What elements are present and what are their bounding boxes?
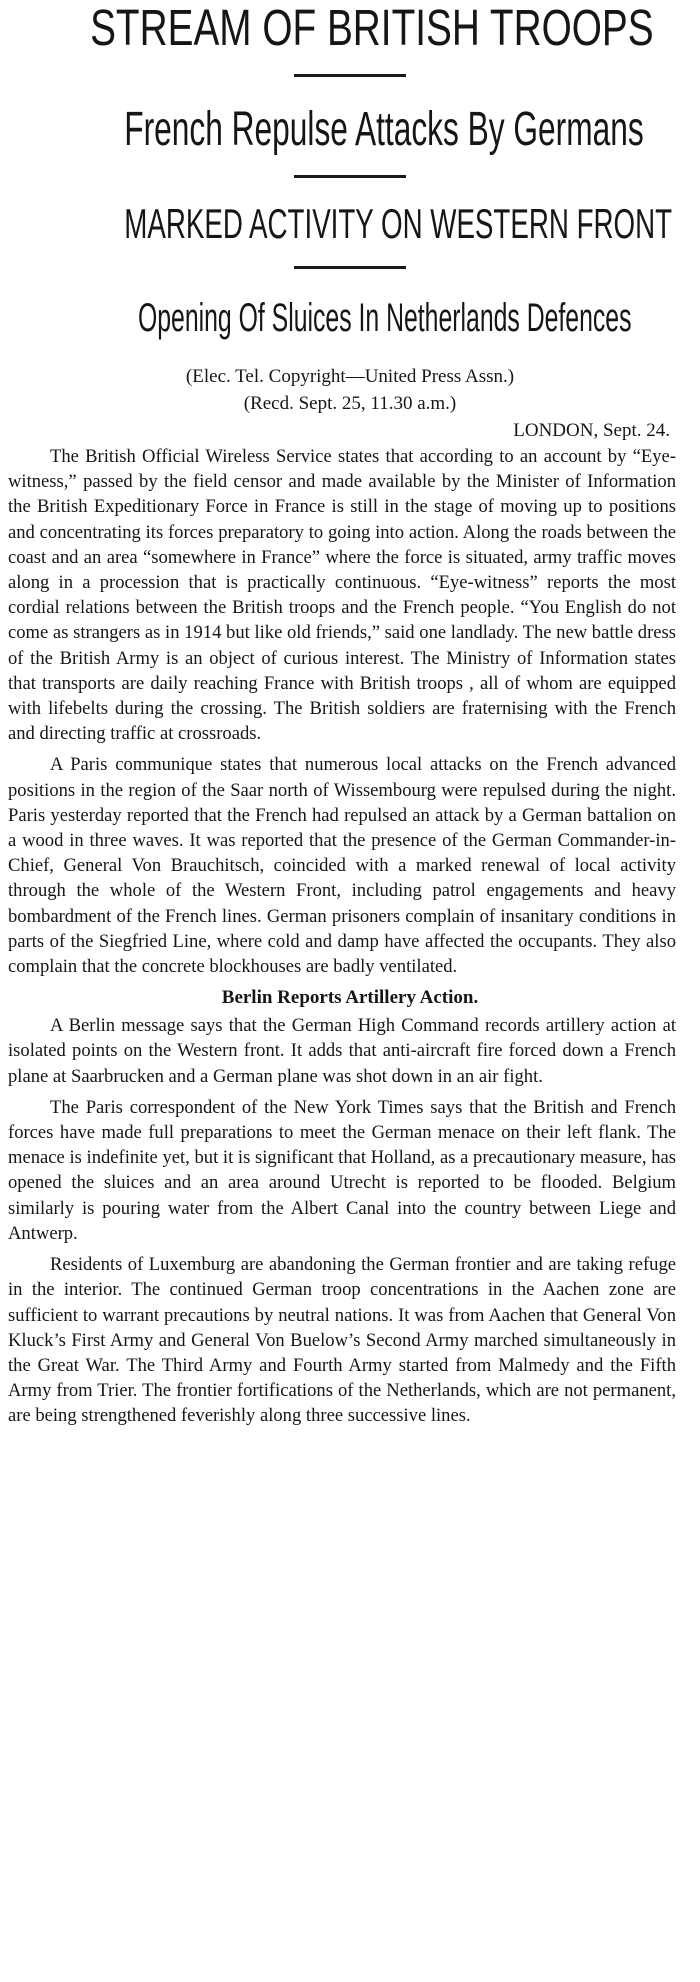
article-paragraph: The British Official Wireless Service states that according to an account by “Eye-witness,” passed by the field censor and made available by the Minister of Information the British Expeditionary Force in France is still in the stage of moving up to positions and concentrating its forces preparatory to going into action. Along the roads between the coast and an area “somewhere in France” where the force is situated, army traffic moves along in a procession that is practically continuous. “Eye-witness” reports the most cordial relations between the British troops and the French people. “You English do not come as strangers as in 1914 but like old friends,” said one landlady. The new battle dress of the British Army is an object of curious interest. The Ministry of Information states that transports are daily reaching France with British troops , all of whom are equipped with lifebelts during the crossing. The British soldiers are fraternising with the French and directing traffic at crossroads. — [8, 446, 676, 745]
fourth-headline: Opening Of Sluices In Netherlands Defences — [137, 296, 632, 340]
article-paragraph: The Paris correspondent of the New York Times says that the British and French forces have made full preparations to meet the German menace on their left flank. The menace is indefinite yet, but it is significant that Holland, as a precautionary measure, has opened the sluices and an area around Utrecht is reported to be flooded. Belgium similarly is pouring water from the Albert Canal into the country between Liege and Antwerp. — [8, 1096, 676, 1244]
second-headline: French Repulse Attacks By Germans — [124, 103, 644, 156]
headline-divider — [294, 175, 406, 178]
article-paragraph: A Paris communique states that numerous local attacks on the French advanced positions in the region of the Saar north of Wissembourg were repulsed during the night. Paris yesterday reported that the French had repulsed an attack by a German battalion on a wood in three waves. It was reported that the presence of the German Commander-in-Chief, General Von Brauchitsch, coincided with a marked renewal of local activity through the whole of the Western Front, including patrol engagements and heavy bombardment of the French lines. German prisoners complain of insanitary conditions in parts of the Siegfried Line, where cold and damp have affected the occupants. They also complain that the concrete blockhouses are badly ventilated. — [8, 754, 676, 978]
headline-divider — [294, 74, 406, 77]
third-headline: MARKED ACTIVITY ON WESTERN FRONT — [124, 200, 673, 247]
copyright-line: (Elec. Tel. Copyright—United Press Assn.) — [185, 366, 515, 387]
place-date-line: LONDON, Sept. 24. — [513, 420, 670, 441]
article-paragraph: A Berlin message says that the German High Command records artillery action at isolated points on the Western front. It adds that anti-aircraft fire forced down a French plane at Saarbrucken and a German plane was shot down in an air fight. — [8, 1015, 676, 1087]
section-subheading: Berlin Reports Artillery Action. — [221, 987, 479, 1009]
headline-divider — [294, 266, 406, 269]
main-headline: STREAM OF BRITISH TROOPS — [90, 0, 654, 56]
received-line: (Recd. Sept. 25, 11.30 a.m.) — [243, 393, 457, 414]
article-paragraph: Residents of Luxemburg are abandoning the German frontier and are taking refuge in the interior. The continued German troop concentrations in the Aachen zone are sufficient to warrant precautions by neutral nations. It was from Aachen that General Von Kluck’s First Army and General Von Buelow’s Second Army marched simultaneously in the Great War. The Third Army and Fourth Army started from Malmedy and the Fifth Army from Trier. The frontier fortifications of the Netherlands, which are not permanent, are being strengthened feverishly along three successive lines. — [8, 1254, 676, 1427]
